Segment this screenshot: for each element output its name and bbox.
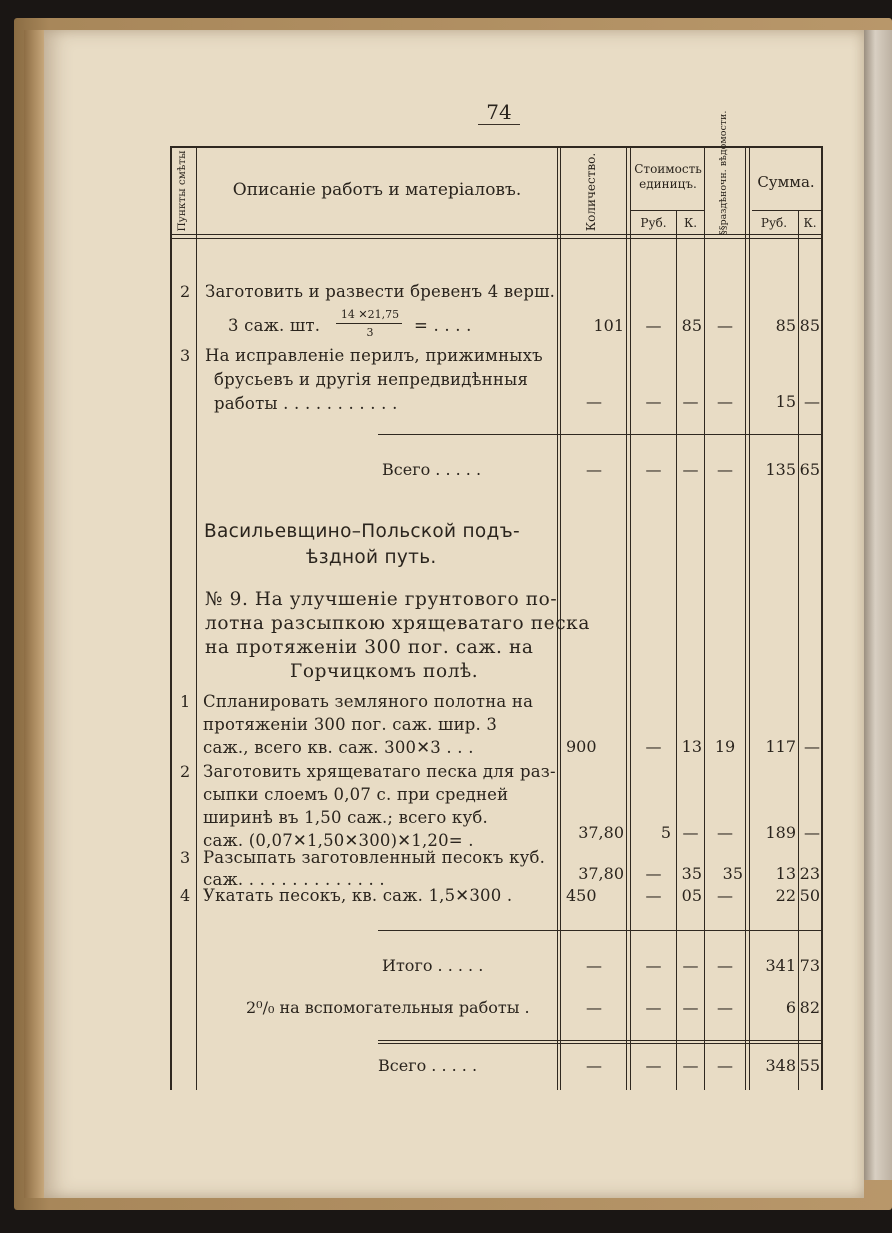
s2-item1-unit-rub: —: [645, 737, 662, 756]
s2-aux-qty: —: [586, 998, 602, 1017]
s1-item2-sum-rub: 85: [775, 316, 796, 335]
s2-item1-line1: Спланировать земляного полотна на: [203, 692, 534, 711]
s2-item2-line3: ширинѣ въ 1,50 саж.; всего куб.: [203, 808, 488, 827]
s1-item3-line3: работы . . . . . . . . . . .: [214, 394, 398, 413]
header-bottom-border-2: [170, 238, 822, 239]
s2-item4-unit-kop: 05: [681, 886, 702, 905]
s2-item4-unit-rub: —: [645, 886, 662, 905]
section2-total-rule-a: [378, 1040, 822, 1041]
s2-item3-unit-kop: 35: [681, 864, 702, 883]
s2-subtotal-ledger: —: [717, 956, 733, 975]
s2-total-sum-rub: 348: [765, 1056, 796, 1075]
s1-item2-fraction-numerator: 14 ✕21,75: [340, 308, 400, 321]
s2-item4-sum-rub: 22: [775, 886, 796, 905]
s2-aux-sum-kop: 82: [799, 998, 820, 1017]
s1-item2-fraction-denominator: 3: [366, 326, 374, 339]
page-number-underline: [478, 124, 520, 125]
col-rule-ledger-b: [749, 146, 750, 1090]
s2-title-line1: Васильевщино–Польской подъ-: [204, 521, 520, 542]
s2-subtitle-line4: Горчицкомъ полѣ.: [290, 661, 479, 682]
s2-total-unit-rub: —: [645, 1056, 662, 1075]
s2-item3-line1: Разсыпать заготовленный песокъ куб.: [203, 848, 546, 867]
page-edge: [864, 30, 892, 1180]
s1-item3-sum-kop: —: [804, 392, 820, 411]
s1-item3-unit-rub: —: [645, 392, 662, 411]
s2-total-label: Всего . . . . .: [378, 1056, 478, 1075]
header-quantity: Количество.: [584, 152, 598, 232]
s2-item3-point: 3: [180, 848, 191, 867]
s2-item1-sum-kop: —: [804, 737, 820, 756]
s2-total-qty: —: [586, 1056, 602, 1075]
s1-total-label: Всего . . . . .: [382, 460, 482, 479]
s2-item3-line2: саж. . . . . . . . . . . . . .: [203, 870, 385, 889]
s2-item4-qty: 450: [566, 886, 597, 905]
s2-subtotal-label: Итого . . . . .: [382, 956, 484, 975]
s2-aux-sum-rub: 6: [785, 998, 796, 1017]
s1-item2-unit-rub: —: [645, 316, 662, 335]
table-right-border: [821, 146, 823, 1090]
s2-item2-qty: 37,80: [578, 823, 624, 842]
s2-subtitle-line1: № 9. На улучшеніе грунтового по-: [205, 589, 558, 610]
s2-item3-qty: 37,80: [578, 864, 624, 883]
s2-subtotal-unit-rub: —: [645, 956, 662, 975]
s2-aux-unit-rub: —: [645, 998, 662, 1017]
s2-aux-ledger: —: [717, 998, 733, 1017]
header-ledger: §§раздѣночн. вѣдомости.: [718, 110, 729, 235]
s1-total-qty: —: [586, 460, 602, 479]
s1-item2-qty: 101: [593, 316, 624, 335]
s2-subtotal-unit-kop: —: [682, 956, 699, 975]
s1-total-unit-kop: —: [682, 460, 699, 479]
s1-total-sum-rub: 135: [765, 460, 796, 479]
s2-subtotal-sum-rub: 341: [765, 956, 796, 975]
s2-total-sum-kop: 55: [799, 1056, 820, 1075]
table-left-border: [170, 146, 172, 1090]
col-rule-points: [196, 146, 197, 1090]
page-number: 74: [486, 100, 512, 124]
s1-item3-line2: брусьевъ и другія непредвидѣнныя: [214, 370, 529, 389]
header-points: Пункты смѣты: [176, 150, 188, 232]
s2-item1-point: 1: [180, 692, 191, 711]
section2-total-rule-b: [378, 1043, 822, 1044]
s2-total-ledger: —: [717, 1056, 733, 1075]
s2-item3-sum-rub: 13: [775, 864, 796, 883]
s1-item3-line1: На исправленіе перилъ, прижимныхъ: [205, 346, 543, 365]
s2-subtitle-line3: на протяженіи 300 пог. саж. на: [205, 637, 534, 658]
s1-item2-ledger: —: [717, 316, 733, 335]
s1-item2-point: 2: [180, 282, 191, 301]
s1-item3-point: 3: [180, 346, 191, 365]
s2-subtotal-sum-kop: 73: [799, 956, 820, 975]
s2-item1-sum-rub: 117: [765, 737, 796, 756]
col-rule-qty-a: [626, 146, 627, 1090]
s2-item3-ledger: 35: [722, 864, 743, 883]
s1-total-ledger: —: [717, 460, 733, 479]
s2-item2-line4: саж. (0,07✕1,50✕300)✕1,20= .: [203, 831, 474, 850]
s2-item2-point: 2: [180, 762, 191, 781]
book-spine: [24, 30, 44, 1198]
header-unit-kop: К.: [683, 216, 698, 230]
s1-item3-sum-rub: 15: [775, 392, 796, 411]
s1-item2-line2-prefix: 3 саж. шт.: [228, 316, 321, 335]
s2-item3-unit-rub: —: [645, 864, 662, 883]
s2-item4-sum-kop: 50: [799, 886, 820, 905]
header-sum-rub: Руб.: [760, 216, 788, 230]
s1-total-sum-kop: 65: [799, 460, 820, 479]
header-sum: Сумма.: [757, 173, 815, 191]
header-sum-kop: К.: [803, 216, 817, 230]
col-rule-ledger-a: [745, 146, 746, 1090]
s1-item2-fraction-bar: [336, 323, 402, 324]
s2-aux-label: 2⁰/₀ на вспомогательныя работы .: [246, 998, 530, 1017]
header-description: Описаніе работъ и матеріаловъ.: [232, 180, 522, 200]
s2-title-line2: ѣздной путь.: [306, 547, 437, 568]
s1-item3-unit-kop: —: [682, 392, 699, 411]
s2-total-unit-kop: —: [682, 1056, 699, 1075]
unit-subheader-rule: [630, 210, 704, 211]
sum-subheader-rule: [752, 210, 822, 211]
col-rule-qty-b: [630, 146, 631, 1090]
s2-item2-sum-rub: 189: [765, 823, 796, 842]
s1-total-unit-rub: —: [645, 460, 662, 479]
section1-total-rule: [378, 434, 822, 435]
s2-item2-unit-rub: 5: [660, 823, 671, 842]
s1-item3-ledger: —: [717, 392, 733, 411]
s2-item2-unit-kop: —: [682, 823, 699, 842]
s2-item1-qty: 900: [566, 737, 597, 756]
s2-subtotal-qty: —: [586, 956, 602, 975]
s1-item3-qty: —: [586, 392, 602, 411]
s2-item4-line1: Укатать песокъ, кв. саж. 1,5✕300 .: [203, 886, 513, 905]
s2-item4-point: 4: [180, 886, 191, 905]
s2-item2-sum-kop: —: [804, 823, 820, 842]
header-unit-cost: Стоимость единицъ.: [634, 162, 702, 191]
s2-item1-unit-kop: 13: [681, 737, 702, 756]
s2-item2-line1: Заготовить хрящеватаго песка для раз-: [203, 762, 556, 781]
s2-subtitle-line2: лотна разсыпкою хрящеватаго песка: [205, 613, 590, 634]
s2-item4-ledger: —: [717, 886, 733, 905]
header-unit-rub: Руб.: [640, 216, 667, 230]
s2-item2-line2: сыпки слоемъ 0,07 с. при средней: [203, 785, 509, 804]
section2-subtotal-rule: [378, 930, 822, 931]
s2-item2-ledger: —: [717, 823, 733, 842]
s2-item3-sum-kop: 23: [799, 864, 820, 883]
s1-item2-line1: Заготовить и развести бревенъ 4 верш.: [205, 282, 556, 301]
s2-item1-ledger: 19: [714, 737, 736, 756]
s2-aux-unit-kop: —: [682, 998, 699, 1017]
s1-item2-line2-suffix: = . . . .: [414, 316, 472, 335]
s1-item2-sum-kop: 85: [799, 316, 820, 335]
s2-item1-line3: саж., всего кв. саж. 300✕3 . . .: [203, 738, 474, 757]
s1-item2-unit-kop: 85: [681, 316, 702, 335]
s2-item1-line2: протяженіи 300 пог. саж. шир. 3: [203, 715, 498, 734]
col-rule-unit-end: [704, 146, 705, 1090]
